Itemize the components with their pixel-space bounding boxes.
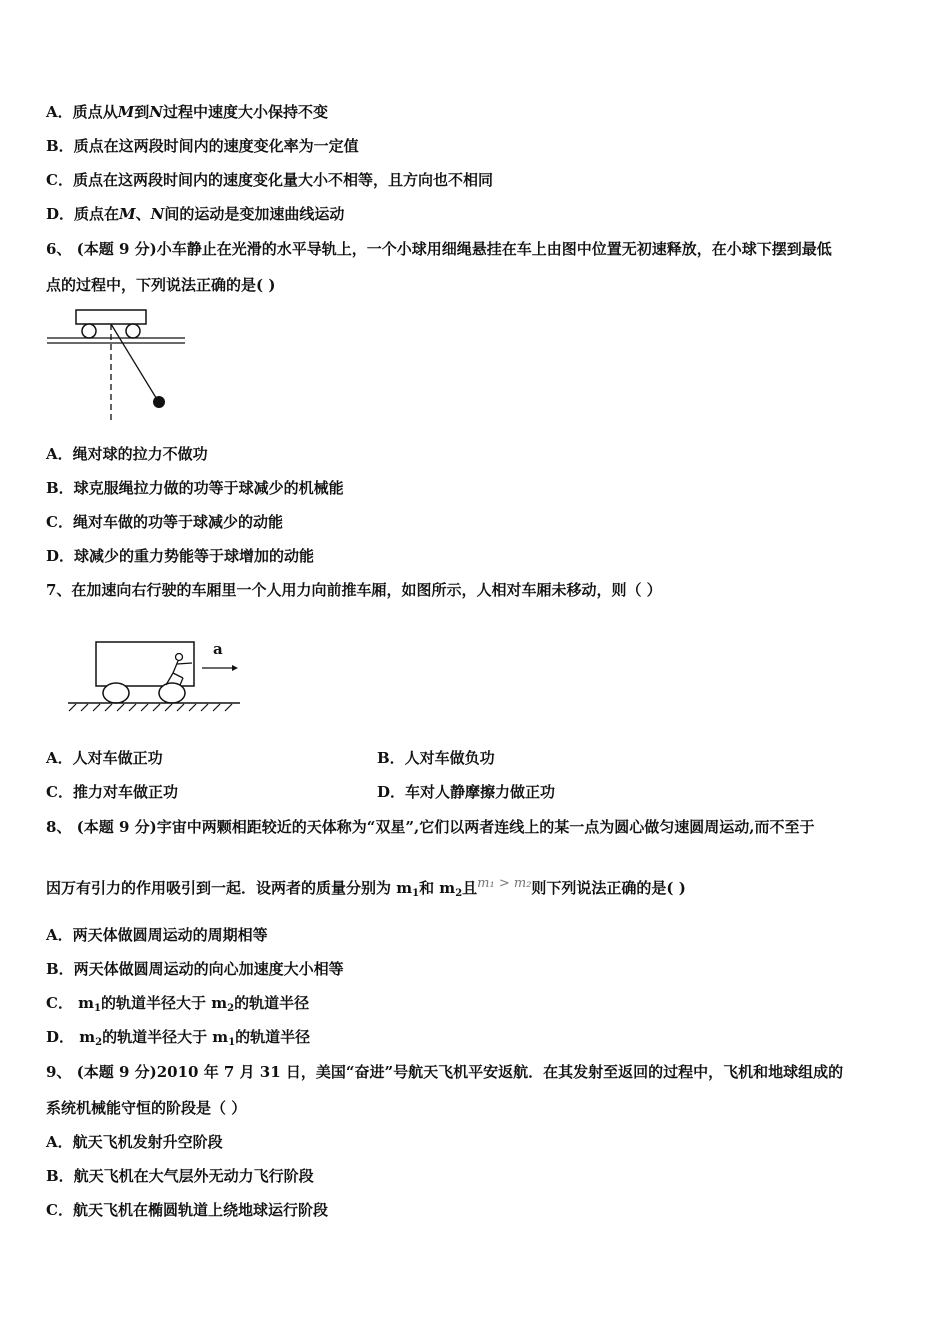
- cart-wheel-right: [126, 324, 140, 338]
- q6-figure-cart-pendulum: [44, 306, 189, 426]
- q8-option-b: B．两天体做圆周运动的向心加速度大小相等: [46, 960, 344, 978]
- q8-option-a: A．两天体做圆周运动的周期相等: [46, 926, 268, 944]
- q7-option-b: B．人对车做负功: [377, 749, 495, 767]
- q8-option-d: D． $m_2$的轨道半径大于 $m_1$的轨道半径: [46, 1028, 311, 1048]
- q9-stem-line2: 系统机械能守恒的阶段是（ ）: [46, 1099, 247, 1117]
- car-wheel-left: [103, 683, 129, 703]
- q8-option-c: C． $m_1$的轨道半径大于 $m_2$的轨道半径: [46, 994, 310, 1014]
- q7-option-c: C．推力对车做正功: [46, 783, 178, 801]
- car-wheel-right: [159, 683, 185, 703]
- q5-option-d: D．质点在M、N间的运动是变加速曲线运动: [46, 205, 345, 223]
- q9-option-c: C．航天飞机在椭圆轨道上绕地球运行阶段: [46, 1201, 328, 1219]
- q6-option-d: D．球减少的重力势能等于球增加的动能: [46, 547, 315, 565]
- q8-stem-line2: 因万有引力的作用吸引到一起．设两者的质量分别为 $m_1$和 $m_2$且m₁ > m₂则下列说法正确的是( ): [46, 876, 686, 899]
- q8-stem-line1: 8、 (本题 9 分)宇宙中两颗相距较近的天体称为“双星”,它们以两者连线上的某一点为圆心做匀速圆周运动,而不至于: [46, 818, 815, 836]
- q9-option-a: A．航天飞机发射升空阶段: [46, 1133, 223, 1151]
- q5-option-c: C．质点在这两段时间内的速度变化量大小不相等，且方向也不相同: [46, 171, 493, 189]
- pendulum-ball: [153, 396, 165, 408]
- q9-stem-line1: 9、 (本题 9 分)2010 年 7 月 31 日，美国“奋进”号航天飞机平安返航．在其发射至返回的过程中，飞机和地球组成的: [46, 1063, 844, 1081]
- cart-body: [76, 310, 146, 324]
- ground-hatching: [69, 704, 232, 711]
- q7-figure-car-person: [62, 630, 244, 716]
- mass-inequality: m₁ > m₂: [477, 876, 532, 891]
- q6-stem-line2: 点的过程中，下列说法正确的是( ): [46, 276, 276, 294]
- acceleration-arrowhead: [232, 665, 238, 671]
- q6-stem-line1: 6、 (本题 9 分)小车静止在光滑的水平导轨上，一个小球用细绳悬挂在车上由图中位置无初速释放，在小球下摆到最低: [46, 240, 832, 258]
- q7-stem: 7、在加速向右行驶的车厢里一个人用力向前推车厢，如图所示，人相对车厢未移动，则（ ）: [46, 581, 662, 599]
- q6-option-b: B．球克服绳拉力做的功等于球减少的机械能: [46, 479, 344, 497]
- q7-option-a: A．人对车做正功: [46, 749, 163, 767]
- q9-option-b: B．航天飞机在大气层外无动力飞行阶段: [46, 1167, 314, 1185]
- q6-option-a: A．绳对球的拉力不做功: [46, 445, 208, 463]
- q5-option-a: A．质点从M到N过程中速度大小保持不变: [46, 103, 328, 121]
- q6-option-c: C．绳对车做的功等于球减少的动能: [46, 513, 283, 531]
- person-pushing-icon: [166, 654, 192, 686]
- acceleration-label: a: [213, 640, 223, 658]
- cart-wheel-left: [82, 324, 96, 338]
- q7-option-d: D．车对人静摩擦力做正功: [377, 783, 556, 801]
- q5-option-b: B．质点在这两段时间内的速度变化率为一定值: [46, 137, 359, 155]
